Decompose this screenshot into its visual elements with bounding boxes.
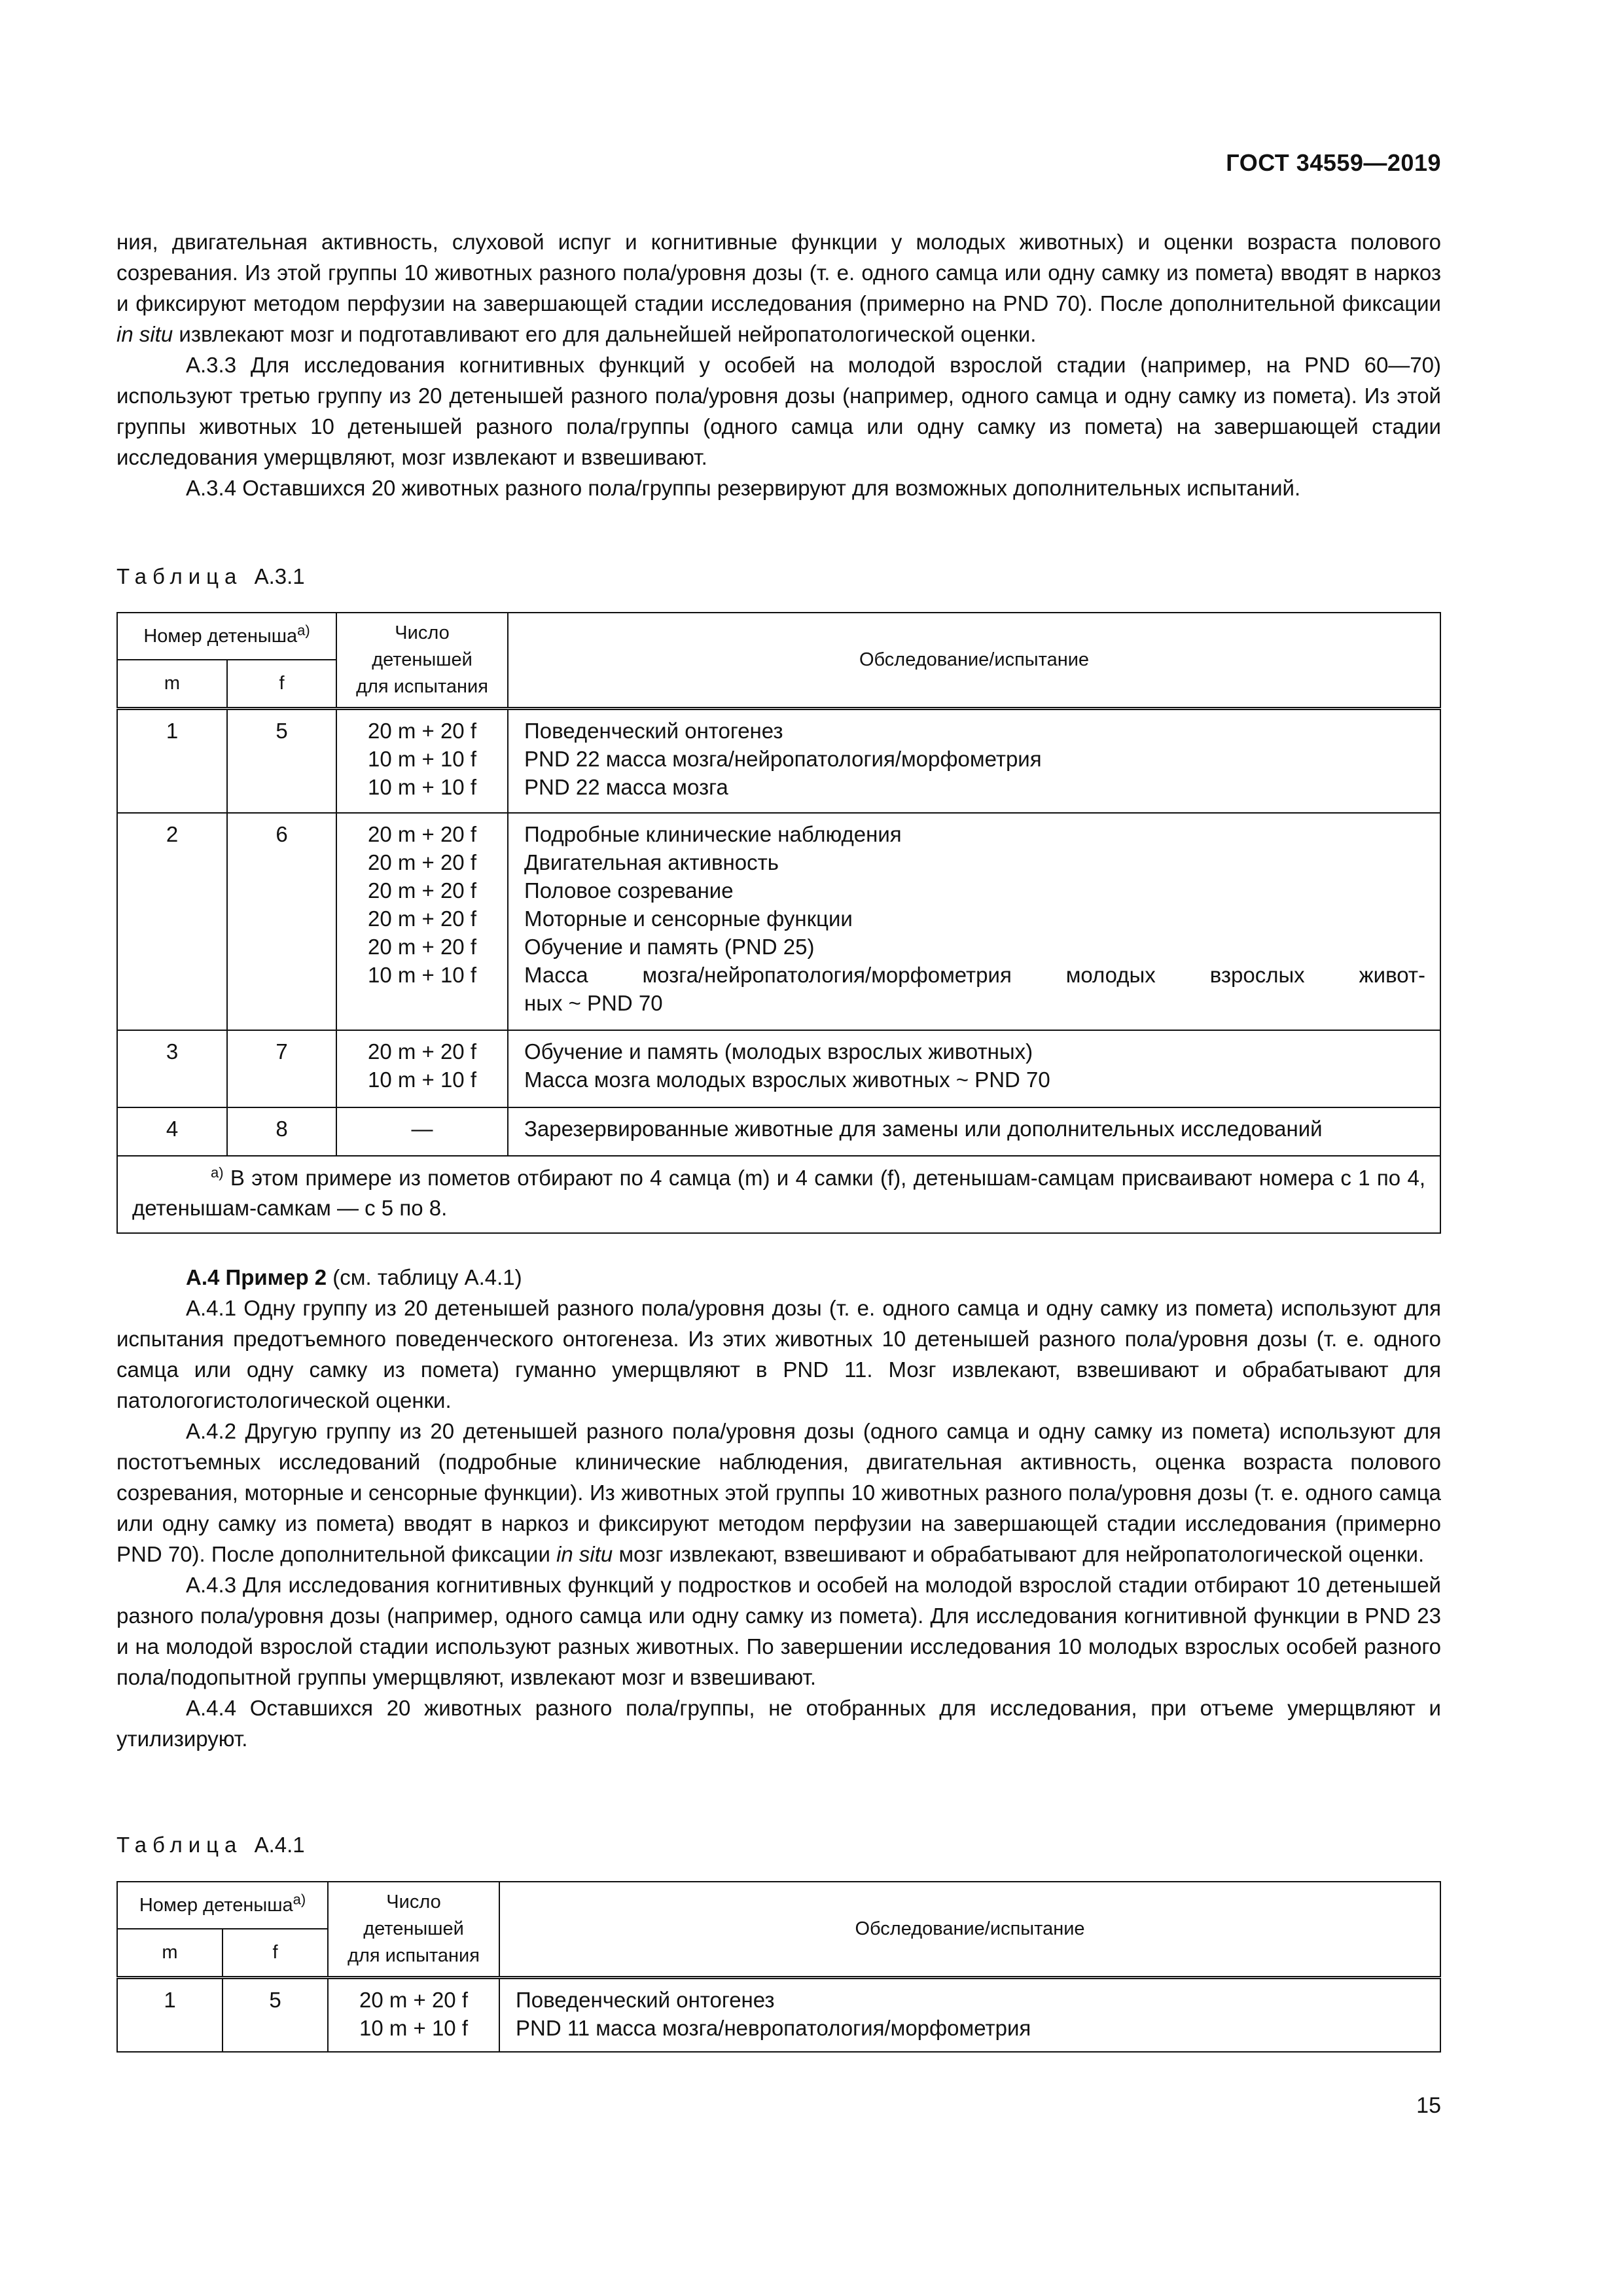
page-number: 15 — [1416, 2093, 1441, 2118]
table-a31 — [116, 612, 1441, 1234]
section-a4-heading: А.4 Пример 2 (см. таблицу А.4.1) — [186, 1265, 522, 1289]
table-row: 4 8 — Зарезервированные животные для замены или дополнительных исследований — [117, 1107, 1440, 1156]
table-row: 1 5 20 m + 20 f 10 m + 10 f Поведенческий онтогенез PND 11 масса мозга/невропатология/морфометрия — [117, 1977, 1440, 2052]
paragraph-a44: А.4.4 Оставшихся 20 животных разного пола/группы, не отобранных для исследования, при отъеме умерщвляют и утилизируют. — [116, 1696, 1441, 1751]
header-m: m — [117, 1929, 223, 1977]
standard-number: ГОСТ 34559—2019 — [1226, 149, 1441, 176]
paragraph-a41: А.4.1 Одну группу из 20 детенышей разного пола/уровня дозы (т. е. одного самца и одну самку из помета) используют для испытания предотъемного поведенческого онтогенеза. Из этих животных 10 детенышей разного пола/уровня дозы (т. е. одного самца или одну самку из помета) гуманно умерщвляют в PND 11. Мозг извлекают, взвешивают и обрабатывают для патологогистологической оценки. — [116, 1296, 1441, 1412]
text-block-a3 — [116, 226, 1441, 503]
table-row: 3 7 20 m + 20 f 10 m + 10 f Обучение и память (молодых взрослых животных) Масса мозга молодых взрослых животных ~ PND 70 — [117, 1030, 1440, 1107]
header-pup-number: Номер детеныша$^{а)}$ — [117, 613, 336, 660]
document-page — [116, 0, 1441, 2296]
text-block-a4 — [116, 1262, 1441, 1754]
paragraph-a43: А.4.3 Для исследования когнитивных функций у подростков и особей на молодой взрослой стадии отбирают 10 детенышей разного пола/уровня дозы (например, одного самца или одну самку из помета). Для исследования когнитивной функции в PND 23 и на молодой взрослой стадии используют разных животных. По завершении исследования 10 молодых взрослых особей разного пола/подопытной группы умерщвляют, извлекают мозг и взвешивают. — [116, 1573, 1441, 1689]
table-footnote-row — [117, 1156, 1440, 1233]
table-footnote: $^{а)}$ В этом примере из пометов отбирают по 4 самца (m) и 4 самки (f), детенышам-самцам присваивают номера с 1 по 4, детенышам-самкам — с 5 по 8. — [132, 1164, 1425, 1220]
header-pup-number: Номер детеныша$^{а)}$ — [117, 1882, 328, 1929]
header-count: Число детенышей для испытания — [336, 613, 508, 708]
table-a31-caption: Таблица А.3.1 — [116, 564, 305, 588]
table-a41-caption: Таблица А.4.1 — [116, 1833, 305, 1857]
header-f: f — [227, 660, 336, 708]
paragraph-a42: А.4.2 Другую группу из 20 детенышей разного пола/уровня дозы (одного самца и одну самку из помета) используют для постотъемных исследований (подробные клинические наблюдения, двигательная активность, оценка возраста полового созревания, моторные и сенсорные функции). Из животных этой группы 10 животных разного пола/уровня дозы (т. е. одного самца или одну самку из помета) вводят в наркоз и фиксируют методом перфузии на завершающей стадии исследования (примерно PND 70). После дополнительной фиксации in situ мозг извлекают, взвешивают и обрабатывают для нейропатологической оценки. — [116, 1419, 1441, 1566]
paragraph-a34: А.3.4 Оставшихся 20 животных разного пола/группы резервируют для возможных дополнительных испытаний. — [186, 476, 1301, 500]
header-exam: Обследование/испытание — [499, 1882, 1440, 1977]
paragraph-continuation: ния, двигательная активность, слуховой испуг и когнитивные функции у молодых животных) и оценки возраста полового созревания. Из этой группы 10 животных разного пола/уровня дозы (т. е. одного самца или одну самку из помета) вводят в наркоз и фиксируют методом перфузии на завершающей стадии исследования (примерно на PND 70). После дополнительной фиксации in situ извлекают мозг и подготавливают его для дальнейшей нейропатологической оценки. — [116, 230, 1441, 346]
header-m: m — [117, 660, 227, 708]
table-a41 — [116, 1881, 1441, 2053]
paragraph-a33: А.3.3 Для исследования когнитивных функций у особей на молодой взрослой стадии (например, на PND 60—70) используют третью группу из 20 детенышей разного пола/уровня дозы (например, одного самца и одну самку из помета). Из этой группы животных 10 детенышей разного пола/группы (одного самца или одну самку из помета) на завершающей стадии исследования умерщвляют, мозг извлекают и взвешивают. — [116, 353, 1441, 469]
header-count: Число детенышей для испытания — [328, 1882, 499, 1977]
header-exam: Обследование/испытание — [508, 613, 1440, 708]
header-f: f — [223, 1929, 328, 1977]
table-row: 2 6 20 m + 20 f 20 m + 20 f 20 m + 20 f 20 m + 20 f 20 m + 20 f 10 m + 10 f Подробные клинические наблюдения Двигательная активность Половое созревание Моторные и сенсорные функции Обучение и память (PND 25) Масса мозга/нейропатология/морфометрия молодых взрослых живот- ных ~ PND 70 — [117, 813, 1440, 1030]
table-row: 1 5 20 m + 20 f 10 m + 10 f 10 m + 10 f Поведенческий онтогенез PND 22 масса мозга/нейропатология/морфометрия PND 22 масса мозга — [117, 708, 1440, 813]
